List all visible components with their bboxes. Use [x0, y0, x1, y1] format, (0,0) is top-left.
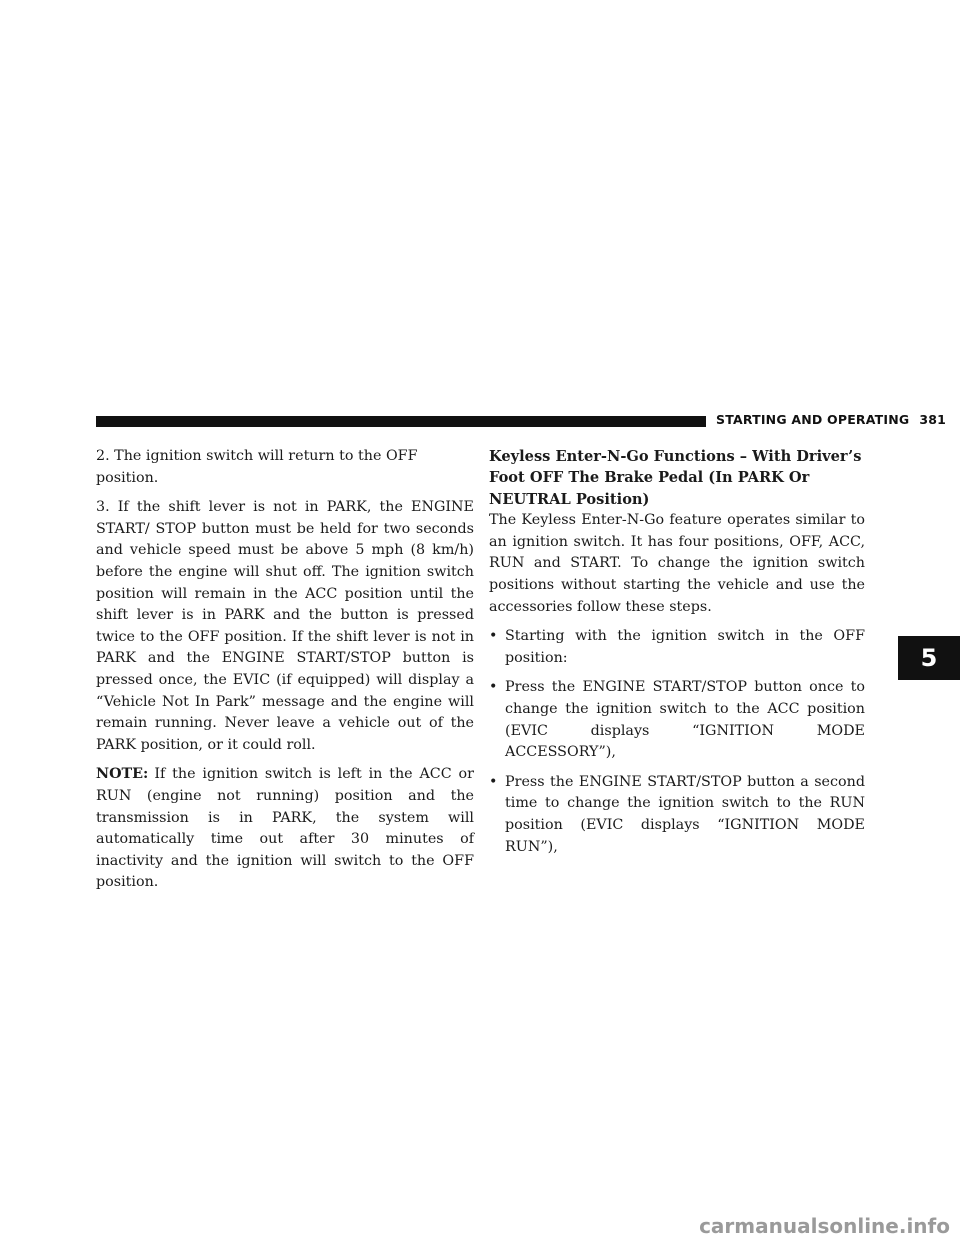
- header-rule: [96, 416, 706, 427]
- steps-list: [489, 626, 865, 858]
- list-item: [489, 677, 865, 763]
- note-label: NOTE:: [96, 766, 149, 783]
- list-item-text: Press the ENGINE START/STOP button once to change the ignition switch to the ACC position (EVIC displays “IGNITION MODE ACCESSORY”),: [505, 679, 865, 761]
- list-item-text: Press the ENGINE START/STOP button a second time to change the ignition switch to the RUN position (EVIC displays “IGNITION MODE RUN”),: [505, 773, 865, 855]
- watermark-logo: carmanualsonline.info: [699, 1214, 950, 1238]
- step-2-paragraph: 2. The ignition switch will return to the OFF position.: [96, 448, 418, 486]
- section-heading: Keyless Enter-N-Go Functions – With Driver’s Foot OFF The Brake Pedal (In PARK Or NEUTRAL Position): [489, 448, 862, 508]
- page-number: 381: [919, 412, 947, 427]
- left-column: [96, 446, 474, 902]
- list-item: [489, 772, 865, 858]
- bullet-icon: •: [489, 773, 498, 790]
- intro-paragraph: The Keyless Enter-N-Go feature operates similar to an ignition switch. It has four positions, OFF, ACC, RUN and START. To change the ignition switch positions without starting the vehicle and use the accessories follow these steps.: [489, 512, 865, 615]
- running-header: [716, 412, 946, 427]
- chapter-tab: 5: [898, 636, 960, 680]
- step-3-paragraph: 3. If the shift lever is not in PARK, the ENGINE START/ STOP button must be held for two seconds and vehicle speed must be above 5 mph (8 km/h) before the engine will shut off. The ignition switch position will remain in the ACC position until the shift lever is in PARK and the button is pressed twice to the OFF position. If the shift lever is not in PARK and the ENGINE START/STOP button is pressed once, the EVIC (if equipped) will display a “Vehicle Not In Park” message and the engine will remain running. Never leave a vehicle out of the PARK position, or it could roll.: [96, 499, 474, 753]
- right-column: [489, 446, 865, 866]
- list-item-text: Starting with the ignition switch in the OFF position:: [505, 628, 865, 666]
- note-text: If the ignition switch is left in the ACC or RUN (engine not running) position and the transmission is in PARK, the system will automatically time out after 30 minutes of inactivity and the ignition will switch to the OFF position.: [96, 766, 474, 891]
- note-paragraph: [96, 764, 474, 894]
- list-item: [489, 626, 865, 669]
- bullet-icon: •: [489, 628, 498, 645]
- section-title: STARTING AND OPERATING: [716, 412, 910, 427]
- bullet-icon: •: [489, 679, 498, 696]
